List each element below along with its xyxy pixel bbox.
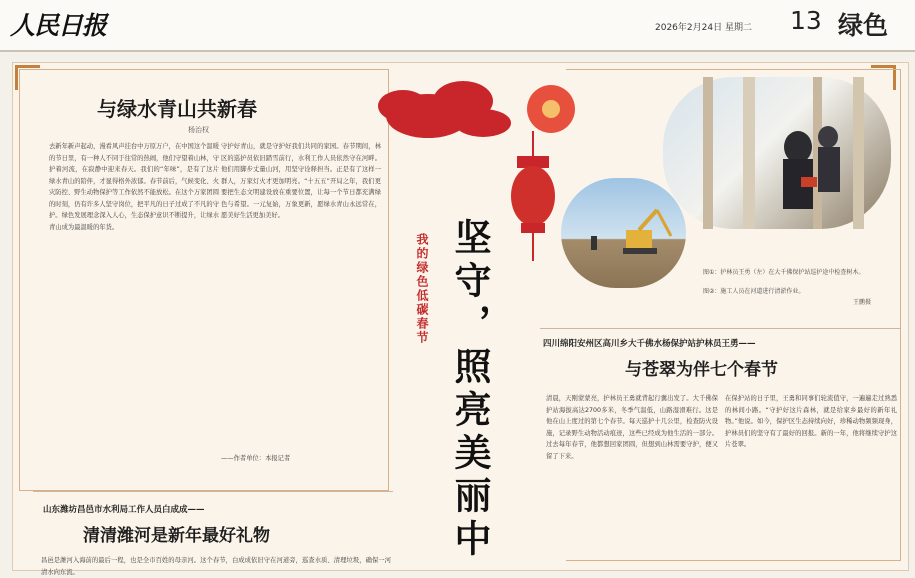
newspaper-page: [12, 62, 909, 576]
article-kicker-right: 四川绵阳安州区高川乡大千佛水杨保护站护林员王勇——: [543, 339, 756, 349]
article-end-mark: ——作者单位：本报记者: [221, 455, 291, 462]
photo-caption-1: 图①：护林员王勇（左）在大千佛保护站巡护途中检查树木。: [703, 269, 865, 276]
masthead: [0, 0, 915, 50]
photo-credit: 王鹏摄: [853, 299, 872, 306]
photo-excavator: [561, 178, 686, 288]
divider: [540, 328, 900, 329]
article-title-right: 与苍翠为伴七个春节: [625, 360, 778, 380]
article-kicker-bottom: 山东潍坊昌邑市水利局工作人员白成成——: [43, 505, 205, 515]
article-right-column-2: 在保护站的日子里，王勇和同事们轮流值守，一遍遍走过熟悉的林间小路。“守护好这片森林，就是给家乡最好的新年礼物。”他说。如今，保护区生态持续向好，珍稀动物频频现身，护林员们的坚守有了最好的回报。新的一年，他将继续守护这片苍翠。: [725, 395, 897, 448]
newspaper-logo: 人民日报: [10, 11, 107, 40]
article-column-1: 去新年新声起动，漫看风声挂台中万原万户，在中国这个温暖的节日里，有一种人不同于往常的热闹，他们守望着山林，守护着河流，在寂静中迎来春天。我们的“年味”，是有了这片绿水青山的陪伴，才显得格外浓郁。春节前后，气候变化、火灾防控、野生动物保护等工作依然不能放松。在这个万家团圆的时刻，仍有许多人坚守岗位，把平凡的日子过成了不凡的守护。绿色发展理念深入人心，生态保护意识不断提升，让绿水青山成为最温暖的年货。: [49, 143, 220, 231]
excavator-icon: [561, 178, 686, 288]
feature-headline: 坚守，照亮美丽中: [448, 218, 492, 562]
photo-forest-ranger: [663, 77, 891, 229]
masthead-rule: [0, 50, 915, 52]
forest-photo-icon: [663, 77, 891, 229]
divider: [33, 491, 393, 492]
section-title: 绿色: [838, 11, 889, 40]
issue-date: 2026年2月24日 星期二: [655, 23, 752, 33]
article-column-2: 守护好青山，就是守护好我们共同的家园。春节期间，林区的巡护员依旧踏雪前行，水利工作人员依然守在河畔。他们用脚步丈量山河，用坚守诠释担当。正是有了这样一群人，万家灯火才更加明亮。“十五五”开局之年，我们更要把生态文明建设放在重要位置，让每一个节日都充满绿色与希望。一元复始，万象更新，愿绿水青山永远常在，愿美好生活更加美好。: [221, 143, 381, 219]
photo-caption-2: 图②：施工人员在河道进行清淤作业。: [703, 288, 805, 295]
corner-ornament-icon: [15, 65, 40, 90]
page-number: 13: [790, 6, 822, 35]
article-body-bottom: 昌邑是潍河入海前的最后一程，也是全市百姓的母亲河。这个春节，白成成依旧守在河道旁，巡查水质、清理垃圾，确保一河清水向东流。: [41, 557, 391, 576]
article-title-left: 与绿水青山共新春: [97, 97, 257, 121]
byline: 杨治权: [188, 126, 209, 134]
column-label: 我的绿色低碳春节: [415, 233, 429, 345]
article-title-bottom: 清清潍河是新年最好礼物: [83, 526, 270, 546]
article-right-column-1: 清晨，天刚蒙蒙亮，护林员王勇就背起行囊出发了。大千佛保护站海拔高达2700多米，冬季气温低，山路湿滑难行。这是他在山上度过的第七个春节。每天巡护十几公里，检查防火设施，记录野生动物活动痕迹，这些已经成为他生活的一部分。过去每年春节，他都想回家团圆，但想到山林需要守护，便又留了下来。: [546, 395, 718, 460]
